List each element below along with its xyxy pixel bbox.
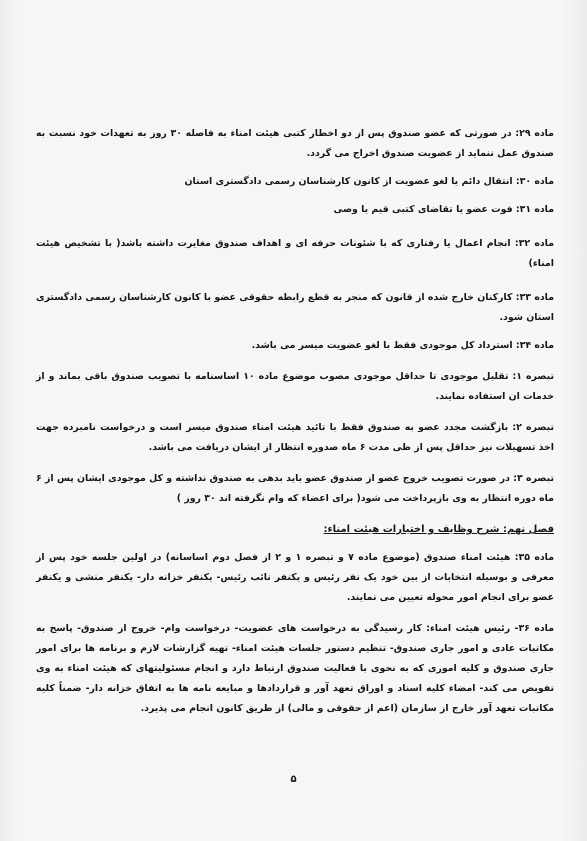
page-number: ۵	[290, 774, 297, 785]
section-heading: فصل نهم: شرح وظایف و اختیارات هیئت امناء:	[323, 524, 554, 535]
document-body	[36, 124, 554, 719]
article-30: ماده ۳۰: انتقال دائم یا لغو عضویت از کانون کارشناسان رسمی دادگستری استان	[184, 176, 554, 187]
article-35: ماده ۳۵: هیئت امناء صندوق (موضوع ماده ۷ و تبصره ۱ و ۲ از فصل دوم اساسانه) در اولین جلسه خود پس از معرفی و بوسیله انتخابات از بین خود یک نفر رئیس و یکنفر نائب رئیس- یکنفر خزانه دار- یکنفر منشی و یکنفر عضو برای انجام امور محوله تعیین می نمایند.	[36, 552, 555, 603]
note-2: تبصره ۲: بازگشت مجدد عضو به صندوق فقط با تائید هیئت امناء صندوق میسر است و درخواست نامبرده جهت اخذ تسهیلات نیز حداقل پس از طی مدت ۶ ماه صدوره انتظار از ایشان دریافت می باشد.	[36, 422, 555, 453]
article-34: ماده ۳۴: استرداد کل موجودی فقط با لغو عضویت میسر می باشد.	[251, 340, 554, 351]
note-1: تبصره ۱: تقلیل موجودی تا حداقل موجودی مصوب موضوع ماده ۱۰ اساسنامه با تصویب صندوق باقی بماند و از خدمات ان استفاده نمایند.	[36, 371, 554, 402]
article-36: ماده ۳۶- رئیس هیئت امناء: کار رسیدگی به درخواست های عضویت- درخواست وام- خروج از صندوق- پاسخ به مکاتبات عادی و امور جاری صندوق- تنظیم دستور جلسات هیئت امناء- تهیه گزارشات لازم و برنامه ها برای امور جاری صندوق و کلیه اموری که به نحوی با فعالیت صندوق ارتباط دارد و انجام مسئولیتهای که هیئت امناء به وی تفویض می کند- امضاء کلیه اسناد و اوراق تعهد آور و قراردادها و مبایعه نامه ها به اتفاق خزانه دار- ضمناً کلیه مکاتبات تعهد آور خارج از سازمان (اعم از حقوقی و مالی) از طریق کانون انجام می پذیرد.	[36, 623, 555, 714]
article-33: ماده ۳۳: کارکنان خارج شده از قانون که منجر به قطع رابطه حقوقی عضو با کانون کارشناسان رسمی دادگستری استان شود.	[36, 292, 554, 323]
note-3: تبصره ۳: در صورت تصویب خروج عضو از صندوق عضو باید بدهی به صندوق نداشته و کل موجودی ایشان پس از ۶ ماه دوره انتظار به وی بازپرداخت می شود( برای اعضاء که وام نگرفته اند ۳۰ روز )	[36, 473, 554, 504]
article-32: ماده ۳۲: انجام اعمال یا رفتاری که با شئونات حرفه ای و اهداف صندوق مغایرت داشته باشد( با تشخیص هیئت امناء)	[36, 238, 554, 269]
article-31: ماده ۳۱: فوت عضو یا تقاضای کتبی قیم یا وصی	[333, 204, 554, 215]
article-29: ماده ۲۹: در صورتی که عضو صندوق پس از دو اخطار کتبی هیئت امناء به فاصله ۳۰ روز به تعهدات خود نسبت به صندوق عمل ننماید از عضویت صندوق اخراج می گردد.	[36, 128, 554, 159]
